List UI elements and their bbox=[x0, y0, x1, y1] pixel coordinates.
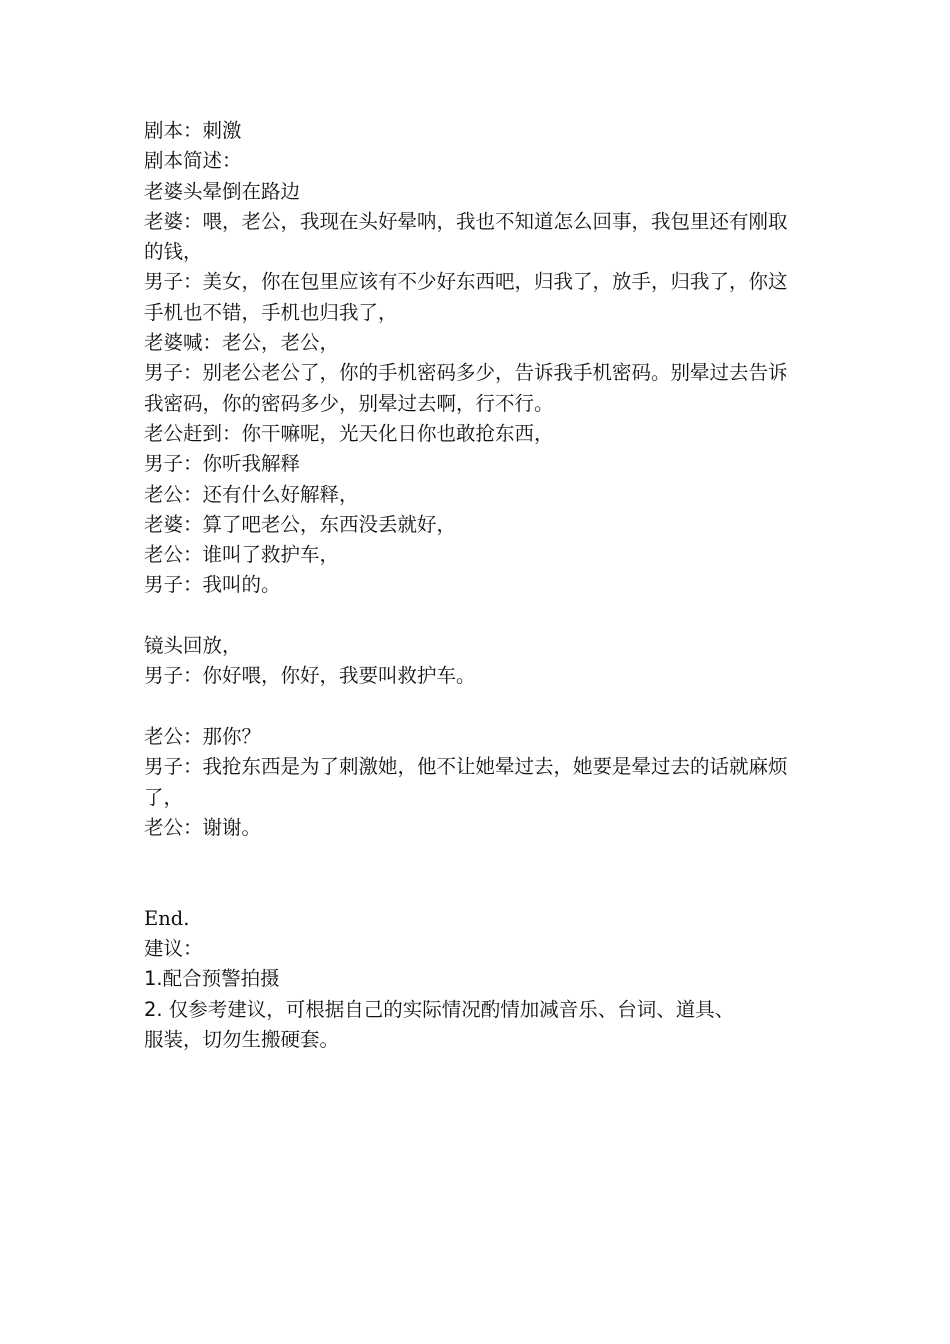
dialogue-line: 男子：美女，你在包里应该有不少好东西吧，归我了，放手，归我了，你这手机也不错，手机也归我了， bbox=[144, 270, 788, 324]
script-body bbox=[144, 116, 794, 1055]
summary-label: 剧本简述： bbox=[144, 149, 242, 173]
dialogue-line: 老婆：喂，老公，我现在头好晕呐，我也不知道怎么回事，我包里还有刚取的钱， bbox=[144, 209, 788, 264]
dialogue-line: 老公：还有什么好解释， bbox=[144, 482, 359, 506]
dialogue-line: 男子：别老公老公了，你的手机密码多少，告诉我手机密码。别晕过去告诉我密码，你的密码多少，别晕过去啊，行不行。 bbox=[144, 361, 788, 415]
flashback-line: 男子：你好喂，你好，我要叫救护车。 bbox=[144, 664, 476, 688]
ending-line: 男子：我抢东西是为了刺激她，他不让她晕过去，她要是晕过去的话就麻烦了， bbox=[144, 755, 788, 809]
advice-item: 1.配合预警拍摄 bbox=[144, 967, 280, 991]
ending-line: 老公：谢谢。 bbox=[144, 815, 262, 839]
dialogue-line: 男子：你听我解释 bbox=[144, 452, 301, 476]
script-title: 剧本：刺激 bbox=[144, 119, 242, 142]
dialogue-line: 老婆喊：老公，老公， bbox=[144, 331, 340, 355]
advice-label: 建议： bbox=[144, 937, 203, 961]
ending-line: 老公：那你？ bbox=[144, 724, 262, 748]
blank-lines bbox=[144, 843, 794, 904]
dialogue-line: 老公赶到：你干嘛呢，光天化日你也敢抢东西， bbox=[144, 421, 554, 445]
blank-line bbox=[144, 692, 794, 722]
flashback-line: 镜头回放， bbox=[144, 634, 242, 658]
blank-line bbox=[144, 601, 794, 631]
dialogue-line: 老公：谁叫了救护车， bbox=[144, 543, 340, 567]
advice-item: 2. 仅参考建议，可根据自己的实际情况酌情加减音乐、台词、道具、服装，切勿生搬硬套。 bbox=[144, 997, 735, 1051]
scene-description: 老婆头晕倒在路边 bbox=[144, 179, 301, 203]
dialogue-line: 男子：我叫的。 bbox=[144, 573, 281, 597]
end-mark: End. bbox=[144, 906, 190, 930]
dialogue-line: 老婆：算了吧老公，东西没丢就好， bbox=[144, 512, 457, 536]
